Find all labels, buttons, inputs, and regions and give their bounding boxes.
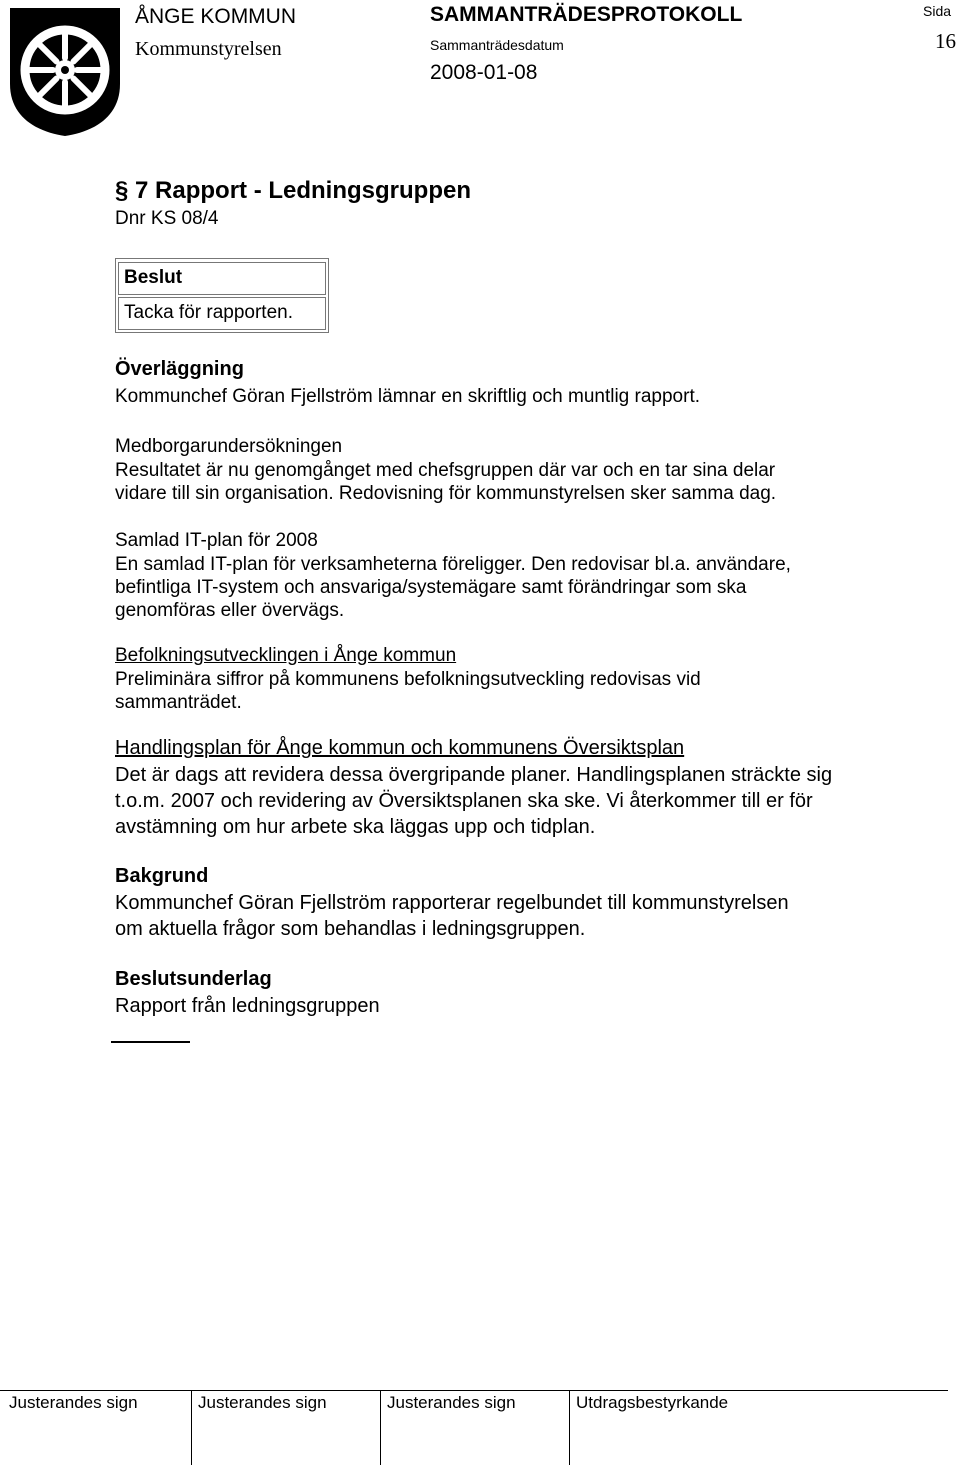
page-number: 16 bbox=[935, 29, 956, 53]
footer-divider bbox=[569, 1391, 570, 1465]
topic-text-citizen-survey: Resultatet är nu genomgånget med chefsgruppen där var och en tar sina delar vidare till sin organisation. Redovisning för kommunstyrelsen sker samma dag. bbox=[115, 460, 777, 504]
topic-title-action-plan: Handlingsplan för Ånge kommun och kommunens Översiktsplan bbox=[115, 737, 685, 759]
document-type: SAMMANTRÄDESPROTOKOLL bbox=[430, 3, 743, 26]
end-rule bbox=[111, 1041, 190, 1043]
footer-rule bbox=[0, 1390, 948, 1391]
deliberation-text: Kommunchef Göran Fjellström lämnar en skriftlig och muntlig rapport. bbox=[115, 386, 701, 407]
page-label: Sida bbox=[923, 3, 952, 19]
decision-text: Tacka för rapporten. bbox=[118, 297, 326, 330]
footer-divider bbox=[380, 1391, 381, 1465]
topic-title-population: Befolkningsutvecklingen i Ånge kommun bbox=[115, 645, 457, 666]
topic-text-population: Preliminära siffror på kommunens befolkningsutveckling redovisas vid sammanträdet. bbox=[115, 669, 701, 713]
footer-extract-certification: Utdragsbestyrkande bbox=[576, 1393, 729, 1412]
background-heading: Bakgrund bbox=[115, 865, 209, 887]
basis-heading: Beslutsunderlag bbox=[115, 968, 272, 990]
decision-heading: Beslut bbox=[118, 262, 326, 295]
footer-signature-3: Justerandes sign bbox=[387, 1393, 516, 1412]
topic-title-citizen-survey: Medborgarundersökningen bbox=[115, 436, 343, 457]
deliberation-heading: Överläggning bbox=[115, 358, 244, 380]
org-name: ÅNGE KOMMUN bbox=[135, 5, 297, 28]
footer-signature-1: Justerandes sign bbox=[9, 1393, 138, 1412]
topic-text-it-plan: En samlad IT-plan för verksamheterna föreligger. Den redovisar bl.a. användare, befintliga IT-system och ansvariga/systemägare samt förändringar som ska genomföras eller övervägs. bbox=[115, 554, 791, 621]
case-number: Dnr KS 08/4 bbox=[115, 208, 219, 229]
section-title: § 7 Rapport - Ledningsgruppen bbox=[115, 177, 472, 204]
footer-divider bbox=[191, 1391, 192, 1465]
basis-text: Rapport från ledningsgruppen bbox=[115, 995, 380, 1017]
meeting-date: 2008-01-08 bbox=[430, 61, 538, 84]
decision-box bbox=[115, 258, 329, 333]
background-text: Kommunchef Göran Fjellström rapporterar regelbundet till kommunstyrelsen om aktuella frågor som behandlas i ledningsgruppen. bbox=[115, 892, 789, 940]
topic-text-action-plan: Det är dags att revidera dessa övergripande planer. Handlingsplanen sträckte sig t.o.m. 2007 och revidering av Översiktsplanen ska ske. Vi återkommer till er för avstämning om hur arbete ska läggas upp och tidplan. bbox=[115, 764, 833, 838]
org-department: Kommunstyrelsen bbox=[135, 38, 282, 60]
municipal-wheel-crest-icon bbox=[8, 6, 122, 138]
meeting-date-label: Sammanträdesdatum bbox=[430, 37, 564, 53]
topic-title-it-plan: Samlad IT-plan för 2008 bbox=[115, 530, 318, 551]
footer-signature-2: Justerandes sign bbox=[198, 1393, 327, 1412]
